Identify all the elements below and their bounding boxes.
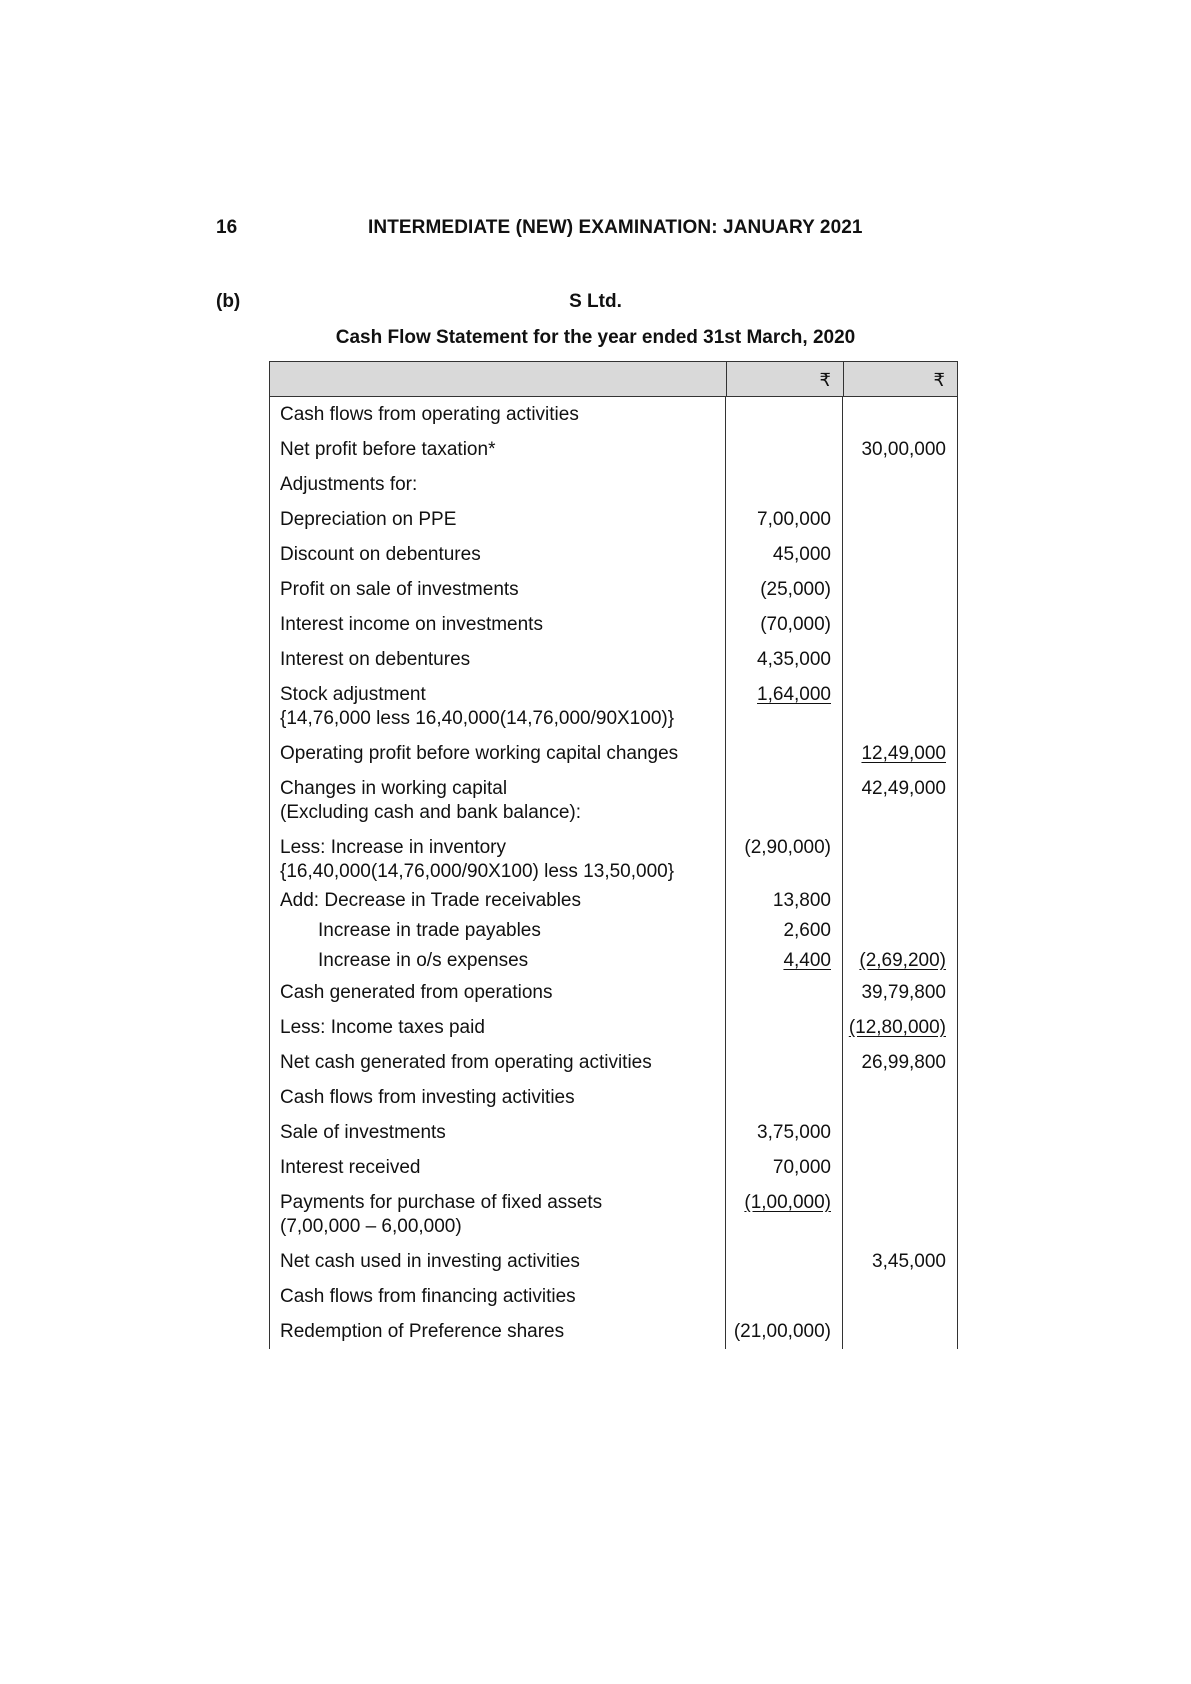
row-amount1: [726, 677, 843, 736]
row-amount1: [726, 467, 843, 502]
row-amount1: [726, 397, 843, 432]
row-amount1: 13,800: [726, 885, 843, 915]
header-rupee-col1: ₹: [727, 362, 844, 396]
row-amount1: [726, 1244, 843, 1279]
row-label: Add: Decrease in Trade receivables: [270, 885, 726, 915]
row-amount2: [843, 830, 957, 885]
table-row: [270, 1314, 957, 1349]
table-row: [270, 677, 957, 736]
row-label: Redemption of Preference shares: [270, 1314, 726, 1349]
table-body: [269, 397, 958, 1349]
amount-underlined: 4,400: [783, 950, 831, 971]
table-row: [270, 830, 957, 885]
cash-flow-table: [269, 361, 958, 1349]
row-label: Depreciation on PPE: [270, 502, 726, 537]
row-amount2: [843, 607, 957, 642]
row-label-indented: Increase in trade payables: [318, 920, 541, 941]
row-amount2: [843, 677, 957, 736]
table-row: [270, 885, 957, 915]
row-amount1: [726, 736, 843, 771]
row-label-line2: (7,00,000 – 6,00,000): [280, 1216, 462, 1237]
row-amount2: [843, 1314, 957, 1349]
row-amount2: 30,00,000: [861, 439, 946, 460]
row-label: [270, 830, 726, 885]
table-row: [270, 467, 957, 502]
row-amount2: 26,99,800: [861, 1052, 946, 1073]
row-label-line1: Payments for purchase of fixed assets: [280, 1192, 603, 1213]
row-amount1: [726, 975, 843, 1010]
row-label: Net profit before taxation*: [270, 432, 726, 467]
row-label: Profit on sale of investments: [270, 572, 726, 607]
row-label: Interest on debentures: [270, 642, 726, 677]
row-amount1: 70,000: [726, 1150, 843, 1185]
table-row: [270, 1244, 957, 1279]
row-label: [270, 915, 726, 945]
amount-underlined: 1,64,000: [757, 684, 831, 705]
row-label: [270, 945, 726, 975]
row-label: Adjustments for:: [270, 467, 726, 502]
statement-title: Cash Flow Statement for the year ended 31st March, 2020: [335, 327, 856, 348]
row-label-line1: Stock adjustment: [280, 684, 426, 705]
table-row: [270, 607, 957, 642]
row-amount1: [726, 1185, 843, 1244]
row-amount1: 3,75,000: [726, 1115, 843, 1150]
row-label: Net cash generated from operating activities: [270, 1045, 726, 1080]
table-row: [270, 771, 957, 830]
row-amount2: [843, 1150, 957, 1185]
row-amount1: [726, 1080, 843, 1115]
header-particulars: [270, 362, 727, 396]
row-amount2: [843, 537, 957, 572]
row-amount1: (25,000): [726, 572, 843, 607]
row-label: Less: Income taxes paid: [270, 1010, 726, 1045]
row-amount2: [843, 1185, 957, 1244]
row-amount2: 42,49,000: [861, 778, 946, 799]
row-label: [270, 771, 726, 830]
row-label: Sale of investments: [270, 1115, 726, 1150]
company-name: S Ltd.: [569, 291, 622, 312]
row-amount1: [726, 432, 843, 467]
row-label: Cash flows from financing activities: [270, 1279, 726, 1314]
row-amount1: 2,600: [726, 915, 843, 945]
row-amount1: [726, 945, 843, 975]
amount-underlined: (1,00,000): [744, 1192, 831, 1213]
row-label: Cash flows from investing activities: [270, 1080, 726, 1115]
row-label: Interest received: [270, 1150, 726, 1185]
row-amount2: [843, 885, 957, 915]
header-rupee-col2: ₹: [933, 370, 945, 390]
row-amount1: (70,000): [726, 607, 843, 642]
row-label: [270, 1185, 726, 1244]
table-row: [270, 1115, 957, 1150]
row-amount1: (2,90,000): [726, 830, 843, 885]
row-amount2: [843, 915, 957, 945]
row-amount2: [843, 397, 957, 432]
table-row: [270, 502, 957, 537]
row-amount1: [726, 1279, 843, 1314]
table-row: [270, 1080, 957, 1115]
page-number: 16: [216, 217, 238, 238]
row-amount1: [726, 1010, 843, 1045]
row-amount1: 7,00,000: [726, 502, 843, 537]
row-label-line1: Changes in working capital: [280, 778, 508, 799]
row-amount2: [843, 572, 957, 607]
row-label-line2: {14,76,000 less 16,40,000(14,76,000/90X100)}: [280, 708, 675, 729]
table-row: [270, 915, 957, 945]
row-label-indented: Increase in o/s expenses: [318, 950, 529, 971]
row-amount2: [843, 467, 957, 502]
amount-underlined: (2,69,200): [859, 950, 946, 971]
row-label: Cash flows from operating activities: [270, 397, 726, 432]
row-label: Interest income on investments: [270, 607, 726, 642]
table-row: [270, 1150, 957, 1185]
row-amount2: [843, 1080, 957, 1115]
row-label-line1: Less: Increase in inventory: [280, 837, 507, 858]
table-row: [270, 1279, 957, 1314]
row-amount1: 4,35,000: [726, 642, 843, 677]
row-label: Net cash used in investing activities: [270, 1244, 726, 1279]
row-amount1: 45,000: [726, 537, 843, 572]
row-amount2: [843, 1279, 957, 1314]
amount-underlined: (12,80,000): [848, 1017, 946, 1038]
table-row: [270, 432, 957, 467]
row-amount2: [843, 502, 957, 537]
table-row: [270, 572, 957, 607]
row-label: Operating profit before working capital changes: [270, 736, 726, 771]
row-amount1: (21,00,000): [726, 1314, 843, 1349]
table-row: [270, 642, 957, 677]
row-amount2: [843, 642, 957, 677]
table-row: [270, 1045, 957, 1080]
row-amount2: 39,79,800: [861, 982, 946, 1003]
row-amount2: [843, 945, 957, 975]
table-header-row: [269, 361, 958, 397]
row-label: [270, 677, 726, 736]
table-row: [270, 537, 957, 572]
table-row: [270, 397, 957, 432]
row-amount2: [843, 1115, 957, 1150]
table-row: [270, 945, 957, 975]
exam-header: INTERMEDIATE (NEW) EXAMINATION: JANUARY 2021: [368, 217, 863, 238]
table-row: [270, 1010, 957, 1045]
table-row: [270, 975, 957, 1010]
row-amount2: 3,45,000: [872, 1251, 946, 1272]
row-label: Discount on debentures: [270, 537, 726, 572]
row-label-line2: {16,40,000(14,76,000/90X100) less 13,50,000}: [280, 861, 675, 882]
row-amount2: [843, 736, 957, 771]
row-amount2: [843, 1010, 957, 1045]
row-amount1: [726, 771, 843, 830]
part-label: (b): [216, 291, 241, 312]
table-row: [270, 736, 957, 771]
amount-underlined: 12,49,000: [861, 743, 946, 764]
row-label-line2: (Excluding cash and bank balance):: [280, 802, 582, 823]
row-amount1: [726, 1045, 843, 1080]
table-row: [270, 1185, 957, 1244]
row-label: Cash generated from operations: [270, 975, 726, 1010]
